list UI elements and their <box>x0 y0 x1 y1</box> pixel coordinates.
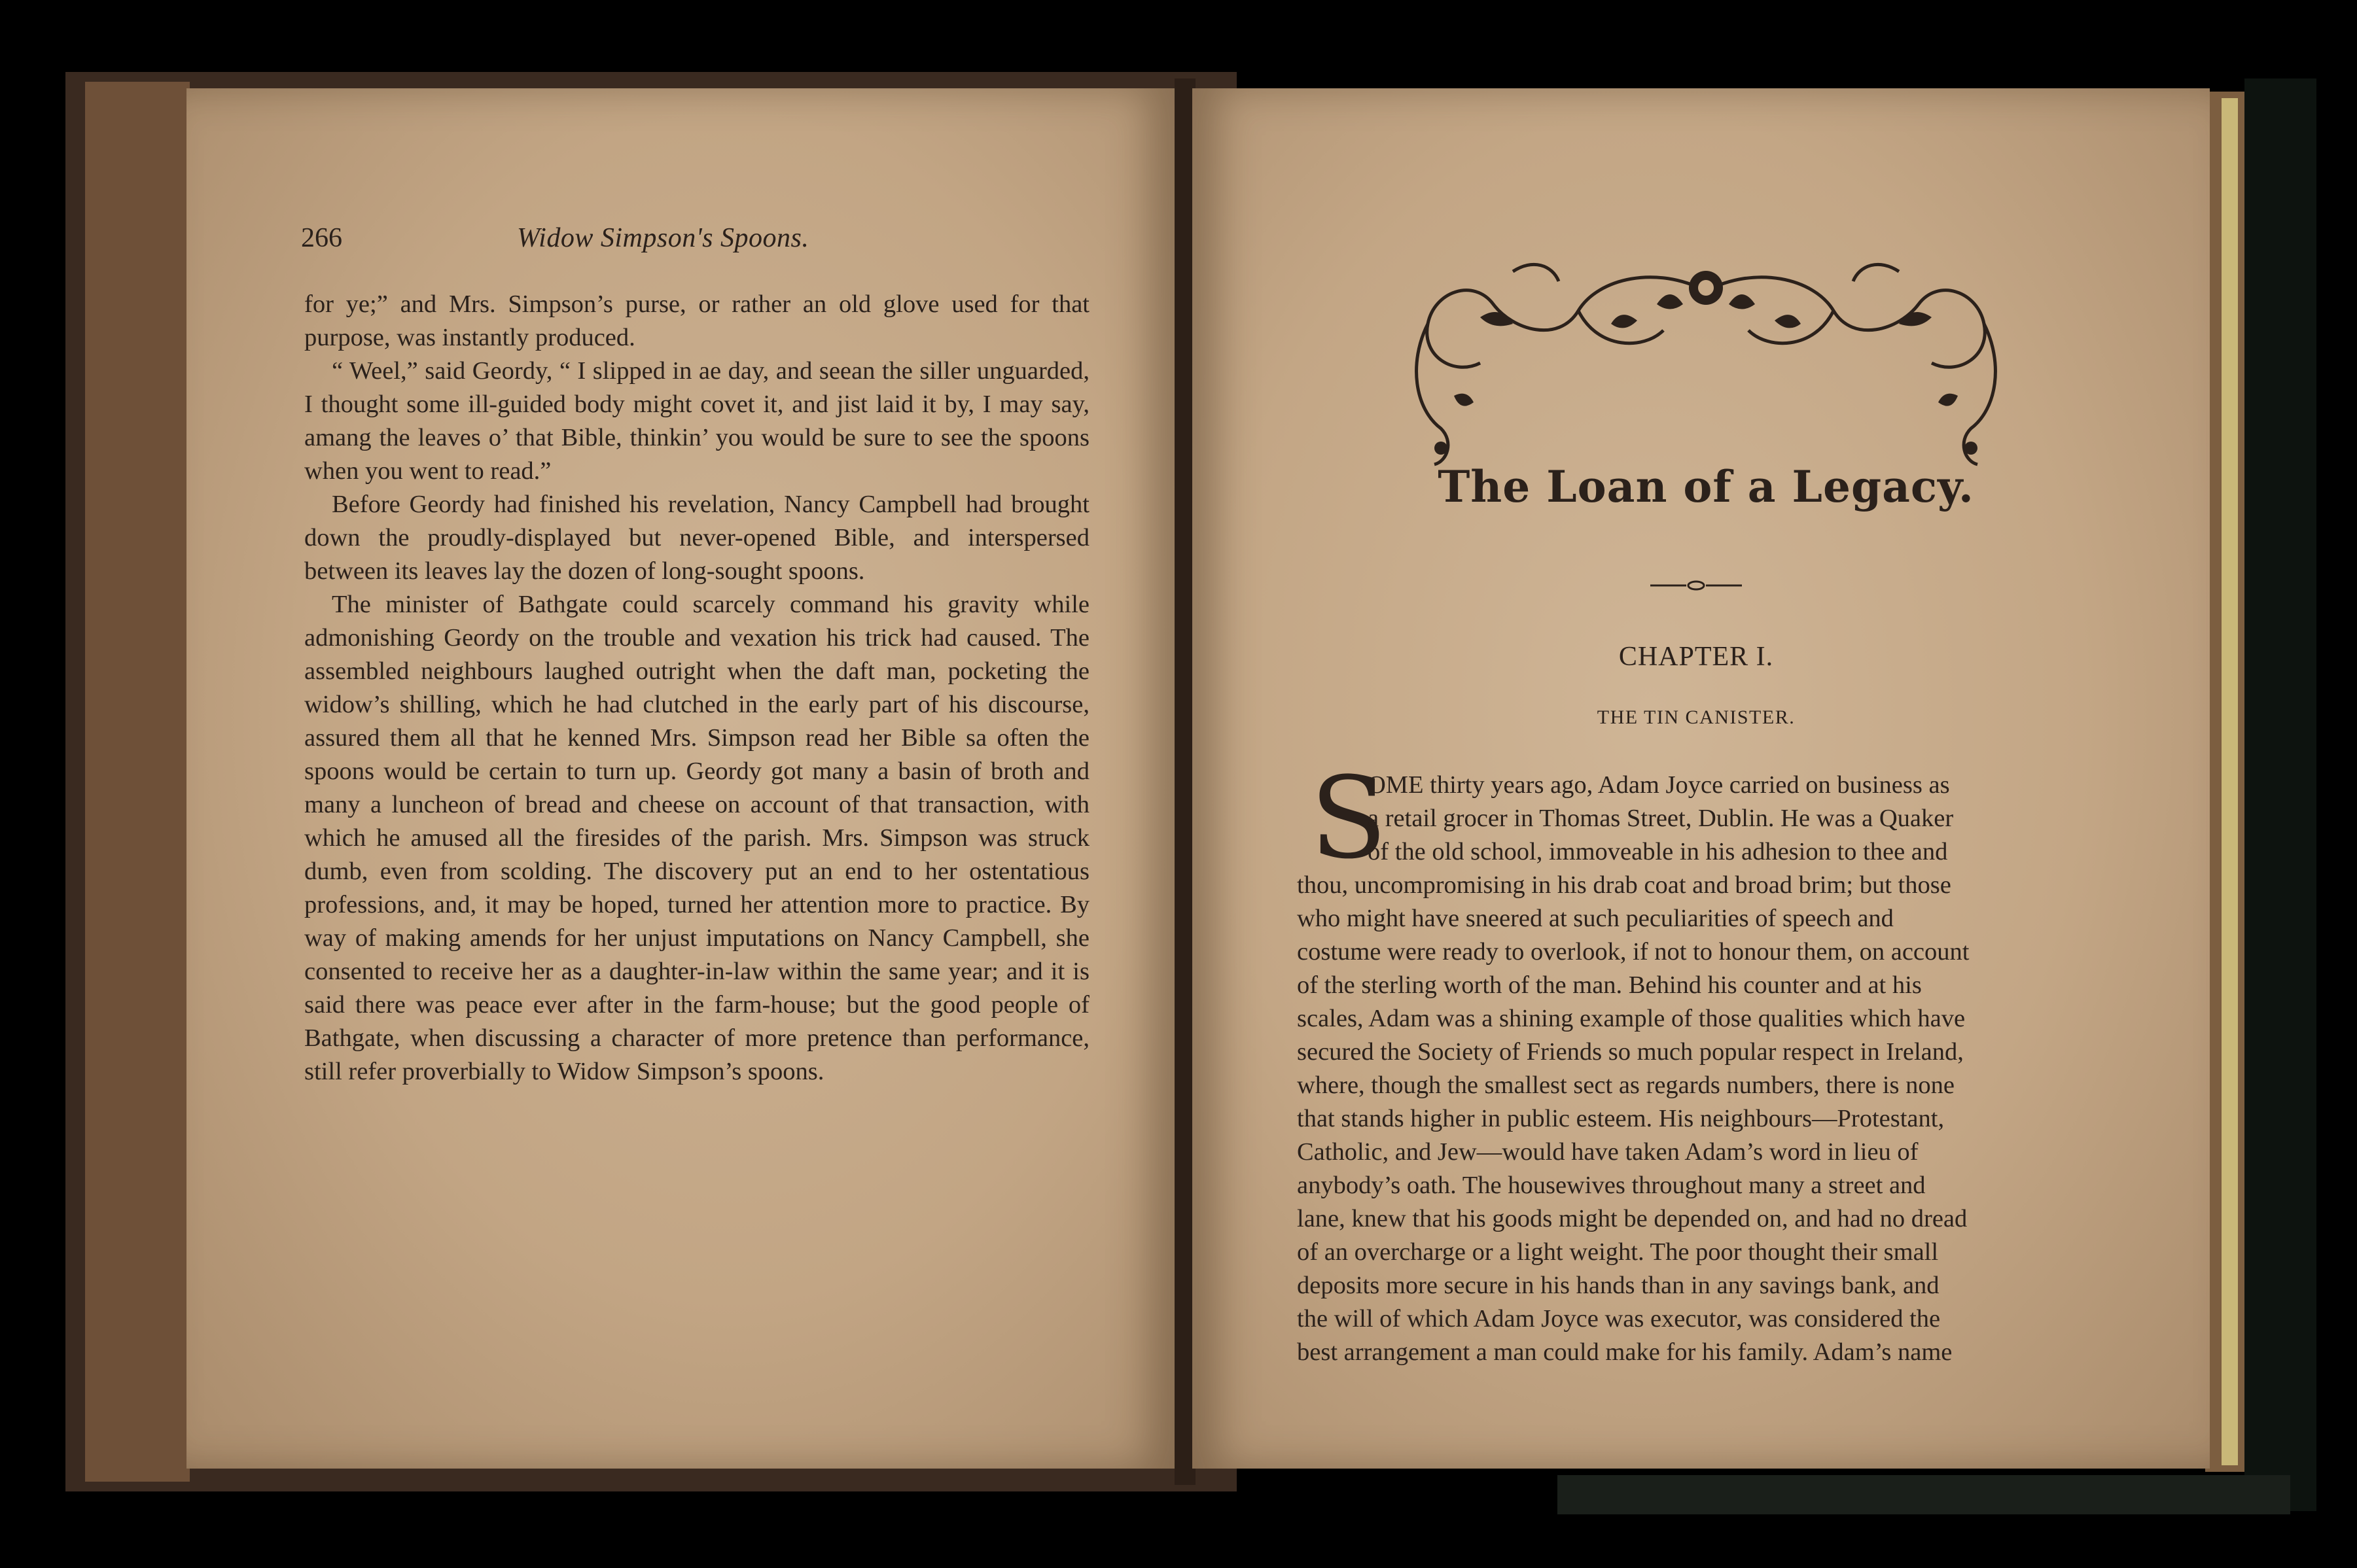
text-line: scales, Adam was a shining example of those qualities which have <box>1297 1005 1966 1032</box>
text-line: a retail grocer in Thomas Street, Dublin. He was a Quaker <box>1368 805 1954 832</box>
right-page <box>1192 88 2210 1469</box>
left-page <box>186 88 1175 1469</box>
paragraph: Before Geordy had finished his revelation, Nancy Campbell had brought down the proudly-displayed but never-opened Bible, and interspersed between its leaves lay the dozen of long-sought spoons. <box>304 491 1090 585</box>
paragraph: “ Weel,” said Geordy, “ I slipped in ae day, and seean the siller unguarded, I thought some ill-guided body might covet it, and jist laid it by, I may say, amang the leaves o’ that Bible, thinkin’ you would be sure to see the spoons when you went to read.” <box>304 357 1090 485</box>
story-title: The Loan of a Legacy. <box>1438 461 1974 512</box>
left-body-text <box>304 288 1090 1089</box>
text-line: who might have sneered at such peculiarities of speech and <box>1297 905 1894 932</box>
floral-headpiece-ornament <box>1382 252 2030 468</box>
text-line: secured the Society of Friends so much popular respect in Ireland, <box>1297 1038 1964 1066</box>
paragraph: for ye;” and Mrs. Simpson’s purse, or rather an old glove used for that purpose, was instantly produced. <box>304 290 1090 351</box>
running-title: Widow Simpson's Spoons. <box>517 223 809 253</box>
text-line: of the old school, immoveable in his adhesion to thee and <box>1368 838 1948 865</box>
text-line: OME thirty years ago, Adam Joyce carried on business as <box>1368 771 1950 799</box>
text-line: best arrangement a man could make for his family. Adam’s name <box>1297 1338 1953 1366</box>
drop-cap: S <box>1310 752 1387 884</box>
page-number: 266 <box>301 223 342 253</box>
text-line: deposits more secure in his hands than in any savings bank, and <box>1297 1272 1940 1299</box>
text-line: lane, knew that his goods might be depended on, and had no dread <box>1297 1205 1968 1232</box>
title-divider <box>1650 576 1742 595</box>
text-line: anybody’s oath. The housewives throughout many a street and <box>1297 1172 1926 1199</box>
text-line: the will of which Adam Joyce was executor, was considered the <box>1297 1305 1941 1333</box>
text-line: where, though the smallest sect as regards numbers, there is none <box>1297 1071 1955 1099</box>
text-line: costume were ready to overlook, if not to honour them, on account <box>1297 938 1970 966</box>
text-line: of the sterling worth of the man. Behind his counter and at his <box>1297 971 1922 999</box>
text-line: that stands higher in public esteem. His neighbours—Protestant, <box>1297 1105 1945 1132</box>
section-heading: THE TIN CANISTER. <box>1597 706 1796 728</box>
right-body-text <box>1297 769 2082 1369</box>
text-line: of an overcharge or a light weight. The poor thought their small <box>1297 1238 1939 1266</box>
chapter-heading: CHAPTER I. <box>1618 642 1774 672</box>
paragraph: The minister of Bathgate could scarcely command his gravity while admonishing Geordy on the trouble and vexation his trick had caused. The assembled neighbours laughed outright when the daft man, pocketing the widow’s shilling, which he had clutched in the early part of his discourse, assured them all that he kenned Mrs. Simpson read her Bible sa often the spoons would be certain to turn up. Geordy got many a basin of broth and many a luncheon of bread and cheese on account of that transaction, with which he amused all the firesides of the parish. Mrs. Simpson was struck dumb, even from scolding. The discovery put an end to her ostentatious professions, and, it may be hoped, turned her attention more to practice. By way of making amends for her unjust imputations on Nancy Campbell, she consented to receive her as a daughter-in-law within the same year; and it is said there was peace ever after in the farm-house; but the good people of Bathgate, when discussing a character of more pretence than performance, still refer proverbially to Widow Simpson’s spoons. <box>304 591 1090 1085</box>
text-line: thou, uncompromising in his drab coat and broad brim; but those <box>1297 871 1951 899</box>
text-line: Catholic, and Jew—would have taken Adam’s word in lieu of <box>1297 1138 1919 1166</box>
